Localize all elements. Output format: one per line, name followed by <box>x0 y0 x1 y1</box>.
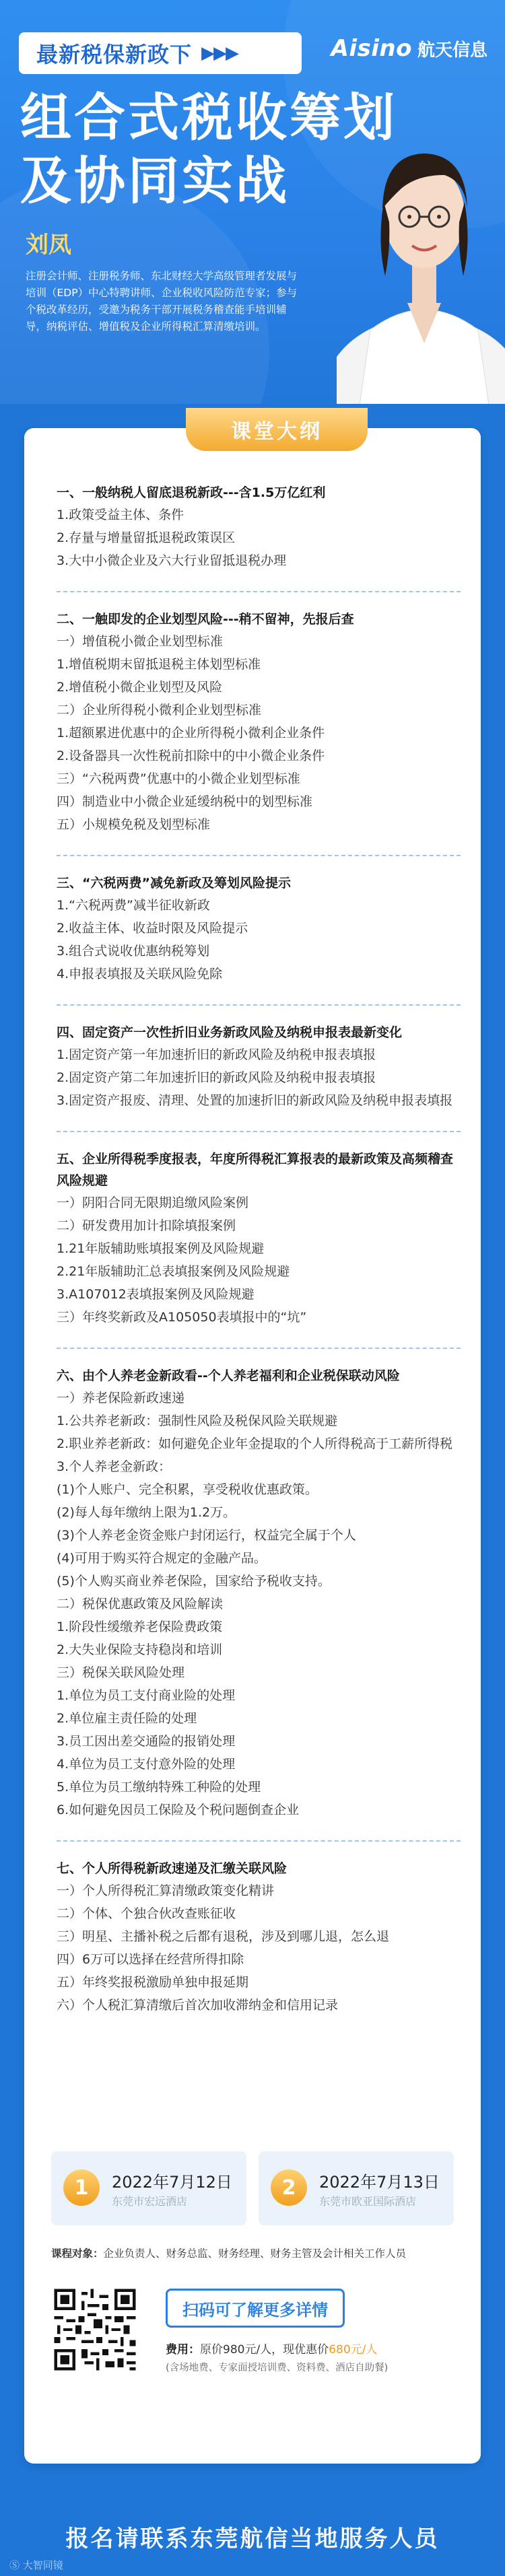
logo-chinese: 航天信息 <box>417 40 487 61</box>
section-heading: 三、“六税两费”减免新政及筹划风险提示 <box>57 876 291 891</box>
list-item: 一）阴阳合同无限期追缴风险案例 <box>57 1195 249 1210</box>
list-item: 三）明星、主播补税之后都有退税，涉及到哪儿退，怎么退 <box>57 1929 390 1944</box>
list-item: 三）年终奖新政及A105050表填报中的“坑” <box>57 1310 307 1325</box>
signup-area <box>51 2286 455 2394</box>
list-item: 三）税保关联风险处理 <box>57 1665 185 1680</box>
list-item: (4)可用于购买符合规定的金融产品。 <box>57 1551 267 1566</box>
list-item: 3.A107012表填报案例及风险规避 <box>57 1287 255 1302</box>
divider <box>57 1348 461 1349</box>
session-place: 东莞市宏远酒店 <box>112 2195 188 2208</box>
title-line-1: 组合式税收筹划 <box>20 88 397 147</box>
qr-code-icon[interactable] <box>51 2286 139 2373</box>
section-heading: 五、企业所得税季度报表，年度所得税汇算报表的最新政策及高频稽查风险规避 <box>57 1152 454 1188</box>
list-item: 二）税保优惠政策及风险解读 <box>57 1597 224 1611</box>
speaker-bio: 注册会计师、注册税务师、东北财经大学高级管理者发展与培训（EDP）中心特聘讲师、企业税收风险防范专家；参与个税改革经历，受邀为税务干部开展税务稽查能手培训辅导，纳税评估、增值税及企业所得税汇算清缴培训。 <box>26 270 298 333</box>
speaker-name: 刘凤 <box>26 232 71 258</box>
list-item: 2.收益主体、收益时限及风险提示 <box>57 921 248 936</box>
list-item: (1)个人账户、完全积累，享受税收优惠政策。 <box>57 1482 318 1497</box>
speaker-portrait <box>337 74 505 404</box>
fee-label: 费用： <box>166 2343 200 2357</box>
section-heading: 四、固定资产一次性折旧业务新政风险及纳税申报表最新变化 <box>57 1025 403 1040</box>
list-item: (5)个人购买商业养老保险，国家给予税收支持。 <box>57 1574 331 1589</box>
list-item: 一）增值税小微企业划型标准 <box>57 634 224 649</box>
list-item: 2.单位雇主责任险的处理 <box>57 1711 197 1726</box>
list-item: 3.大中小微企业及六大行业留抵退税办理 <box>57 553 287 568</box>
list-item: 2.存量与增量留抵退税政策误区 <box>57 530 236 545</box>
list-item: 一）养老保险新政速递 <box>57 1391 185 1405</box>
outline-section <box>57 608 461 836</box>
list-item: 一）个人所得税汇算清缴政策变化精讲 <box>57 1883 275 1898</box>
list-item: 二）研发费用加计扣除填报案例 <box>57 1218 236 1233</box>
outline-sections <box>57 482 461 2035</box>
list-item: 1.超额累进优惠中的企业所得税小微利企业条件 <box>57 726 325 740</box>
list-item: 二）个体、个独合伙改查账征收 <box>57 1906 236 1921</box>
section-heading: 六、由个人养老金新政看--个人养老福利和企业税保联动风险 <box>57 1368 400 1383</box>
list-item: 2.职业养老新政：如何避免企业年金提取的个人所得税高于工薪所得税 <box>57 1436 453 1451</box>
section-heading: 七、个人所得税新政速递及汇缴关联风险 <box>57 1861 288 1876</box>
fee-line <box>166 2340 377 2357</box>
outline-tab <box>186 408 368 451</box>
session-number-badge: 2 <box>271 2169 307 2206</box>
session-dates <box>51 2151 454 2232</box>
fee-note: (含场地费、专家面授培训费、资料费、酒店自助餐) <box>166 2363 389 2373</box>
section-heading: 二、一触即发的企业划型风险---稍不留神，先报后查 <box>57 612 354 627</box>
outline-section <box>57 1022 461 1112</box>
list-item: 4.单位为员工支付意外险的处理 <box>57 1757 236 1772</box>
list-item: 2.21年版辅助汇总表填报案例及风险规避 <box>57 1264 290 1279</box>
session-date: 2022年7月12日 <box>112 2173 232 2192</box>
outline-section <box>57 1365 461 1821</box>
session-number-badge: 1 <box>63 2169 100 2206</box>
outline-section <box>57 482 461 572</box>
divider <box>57 1131 461 1132</box>
list-item: 二）企业所得税小微利企业划型标准 <box>57 703 262 718</box>
list-item: 四）制造业中小微企业延缓纳税中的划型标准 <box>57 794 313 809</box>
session-date: 2022年7月13日 <box>319 2173 440 2192</box>
audience-line <box>51 2246 455 2260</box>
list-item: 6.如何避免因员工保险及个税问题倒查企业 <box>57 1803 300 1817</box>
list-item: 1.21年版辅助账填报案例及风险规避 <box>57 1241 265 1256</box>
list-item: 1.单位为员工支付商业险的处理 <box>57 1688 236 1703</box>
list-item: 3.员工因出差交通险的报销处理 <box>57 1734 236 1749</box>
fee-original: 原价980元/人，现优惠价 <box>200 2343 329 2357</box>
hero-banner <box>0 0 505 404</box>
list-item: 3.固定资产报废、清理、处置的加速折旧的新政风险及纳税申报表填报 <box>57 1093 453 1108</box>
list-item: 1.增值税期末留抵退税主体划型标准 <box>57 657 261 672</box>
divider <box>57 1840 461 1842</box>
list-item: 四）6万可以选择在经营所得扣除 <box>57 1952 244 1967</box>
signup-contact: 报名请联系东莞航信当地服务人员 <box>65 2526 440 2552</box>
divider <box>57 855 461 856</box>
fee-discount: 680元/人 <box>329 2343 378 2357</box>
list-item: 3.组合式说收优惠纳税筹划 <box>57 944 210 959</box>
footer <box>0 2477 505 2576</box>
outline-section <box>57 872 461 985</box>
list-item: 2.设备器具一次性税前扣除中的中小微企业条件 <box>57 749 325 763</box>
list-item: 1.固定资产第一年加速折旧的新政风险及纳税申报表填报 <box>57 1047 376 1062</box>
arrows-icon: ▶▶▶ <box>201 43 238 63</box>
list-item: 1.“六税两费”减半征收新政 <box>57 898 210 913</box>
list-item: 1.阶段性缓缴养老保险费政策 <box>57 1620 223 1634</box>
scan-for-details-button[interactable]: 扫码可了解更多详情 <box>166 2289 345 2328</box>
outline-tab-label: 课堂大纲 <box>231 420 323 444</box>
list-item: 2.固定资产第二年加速折旧的新政风险及纳税申报表填报 <box>57 1070 376 1085</box>
list-item: 五）小规模免税及划型标准 <box>57 817 211 832</box>
divider <box>57 1004 461 1006</box>
logo-english: Aisino <box>331 35 412 62</box>
audience-text: 企业负责人、财务总监、财务经理、财务主管及会计相关工作人员 <box>103 2248 407 2260</box>
list-item: (3)个人养老金资金账户封闭运行，权益完全属于个人 <box>57 1528 356 1543</box>
divider <box>57 591 461 592</box>
list-item: 3.个人养老金新政： <box>57 1459 172 1474</box>
list-item: 5.单位为员工缴纳特殊工种险的处理 <box>57 1780 261 1795</box>
course-outline-card <box>24 420 481 2464</box>
list-item: 2.大失业保险支持稳岗和培训 <box>57 1642 223 1657</box>
audience-label: 课程对象： <box>51 2248 104 2260</box>
outline-section <box>57 1148 461 1329</box>
list-item: 4.申报表填报及关联风险免除 <box>57 967 223 981</box>
watermark: Ⓢ 大智同镜 <box>9 2559 63 2571</box>
title-line-2: 及协同实战 <box>20 151 290 211</box>
session-place: 东莞市欧亚国际酒店 <box>319 2195 417 2208</box>
list-item: 2.增值税小微企业划型及风险 <box>57 680 223 695</box>
session-card <box>51 2151 246 2225</box>
list-item: 1.公共养老新政：强制性风险及税保风险关联规避 <box>57 1414 338 1428</box>
policy-tag <box>19 32 302 74</box>
list-item: 1.政策受益主体、条件 <box>57 508 184 522</box>
brand-logo <box>331 35 487 62</box>
list-item: 三）“六税两费”优惠中的小微企业划型标准 <box>57 771 300 786</box>
list-item: 六）个人税汇算清缴后首次加收滞纳金和信用记录 <box>57 1998 339 2013</box>
section-heading: 一、一般纳税人留底退税新政---含1.5万亿红利 <box>57 485 326 500</box>
session-card <box>259 2151 454 2225</box>
list-item: 五）年终奖报税激励单独申报延期 <box>57 1975 249 1990</box>
outline-section <box>57 1858 461 2017</box>
list-item: (2)每人每年缴纳上限为1.2万。 <box>57 1505 236 1520</box>
policy-tag-label: 最新税保新政下 <box>36 42 193 67</box>
